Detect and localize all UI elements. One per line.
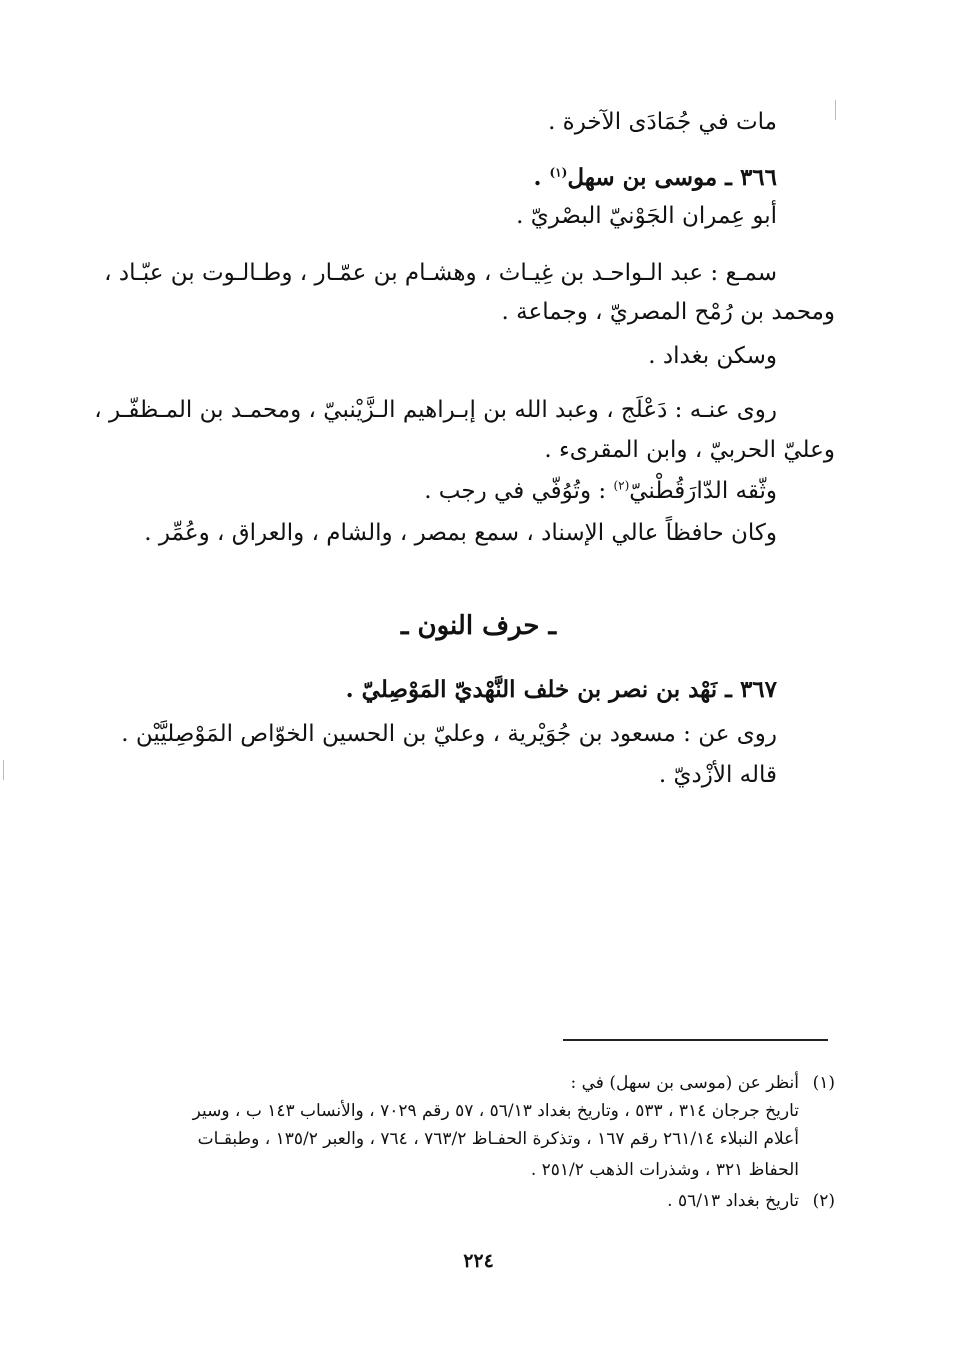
section-heading: ـ حرف النون ـ: [400, 611, 557, 641]
entry-366-title: ٣٦٦ ـ موسى بن سهل: [567, 164, 777, 191]
footnote-1-line-1: أنظر عن (موسى بن سهل) في :: [570, 1073, 799, 1093]
entry-367-heading: ٣٦٧ ـ نَهْد بن نصر بن خلف النَّهْديّ المَوْصِليّ .: [345, 676, 777, 703]
footnote-1-label: (١): [812, 1073, 835, 1093]
entry-366-description: وكان حافظاً عالي الإسناد ، سمع بمصر ، والشام ، والعراق ، وعُمِّر .: [144, 520, 777, 546]
entry-367-source: قاله الأزْديّ .: [658, 762, 777, 788]
footnote-1-line-2: تاريخ جرجان ٣١٤ ، ٥٣٣ ، وتاريخ بغداد ٥٦/١٣ ، ٥٧ رقم ٧٠٢٩ ، والأنساب ١٤٣ ب ، وسير: [192, 1101, 799, 1121]
scan-mark: [835, 100, 836, 120]
footnote-1-line-3: أعلام النبلاء ٢٦١/١٤ رقم ١٦٧ ، وتذكرة الحفـاظ ٧٦٣/٢ ، ٧٦٤ ، والعبر ١٣٥/٢ ، وطبقـات: [197, 1129, 799, 1149]
entry-366-residence: وسكن بغداد .: [648, 343, 777, 369]
entry-366-heading: [533, 160, 777, 196]
entry-367-teachers: روى عن : مسعود بن جُوَيْرية ، وعليّ بن الحسين الخوّاص المَوْصِليَّيْن .: [121, 721, 777, 747]
footnote-ref-2: (٢): [613, 478, 630, 493]
entry-366-teachers-line-2: ومحمد بن رُمْح المصريّ ، وجماعة .: [501, 299, 835, 325]
entry-366-students-line-2: وعليّ الحربيّ ، وابن المقرىء .: [544, 437, 835, 463]
footnote-1-line-4: الحفاظ ٣٢١ ، وشذرات الذهب ٢٥١/٢ .: [530, 1160, 799, 1180]
page-number: ٢٢٤: [463, 1250, 494, 1272]
footnote-2-label: (٢): [812, 1191, 835, 1211]
scan-mark: [3, 760, 4, 780]
entry-366-kunya: أبو عِمران الجَوْنيّ البصْريّ .: [516, 203, 777, 229]
footnote-2-text: تاريخ بغداد ٥٦/١٣ .: [667, 1191, 799, 1211]
entry-366-teachers-line-1: سمـع : عبد الـواحـد بن غِيـاث ، وهشـام بن عمّـار ، وطـالـوت بن عبّـاد ،: [104, 260, 777, 286]
footnote-ref-1: (١): [549, 165, 568, 180]
entry-366-title-end: .: [533, 164, 550, 191]
footnote-separator: [563, 1039, 828, 1041]
entry-366-trust-statement: [424, 473, 777, 509]
entry-366-trust-text: وثّقه الدّارَقُطْنيّ: [629, 478, 777, 504]
entry-366-death-text: : وتُوُفّي في رجب .: [424, 478, 614, 504]
entry-366-students-line-1: روى عنـه : دَعْلَج ، وعبد الله بن إبـراهيم الـزَّيْنبيّ ، ومحمـد بن المـظفّـر ،: [94, 397, 777, 423]
text-line-death-month: مات في جُمَادَى الآخرة .: [548, 109, 777, 135]
